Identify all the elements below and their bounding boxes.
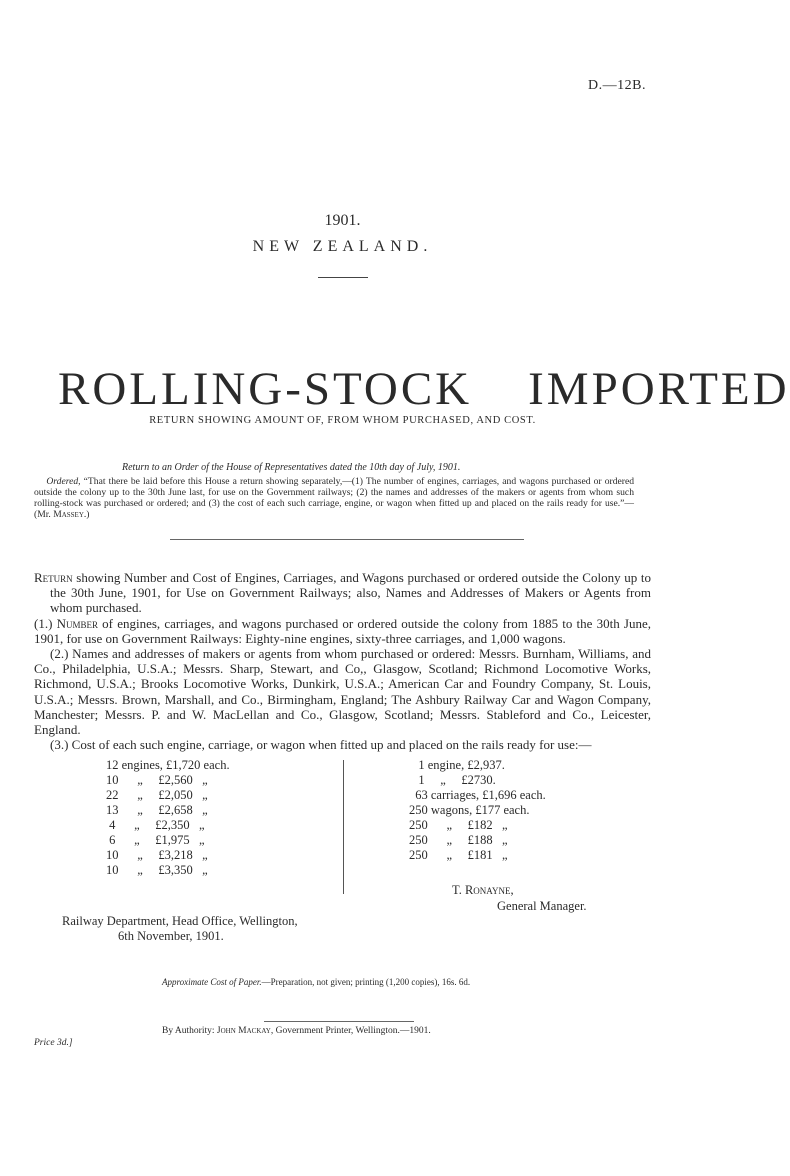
- divider: [264, 1021, 414, 1022]
- return-intro: [34, 570, 651, 616]
- title-part-2: IMPORTED: [528, 363, 790, 415]
- cost-row: 1 „ £2730.: [409, 773, 496, 787]
- cost-row: 63 carriages, £1,696 each.: [409, 788, 546, 802]
- column-divider: [343, 760, 344, 894]
- paragraph-1: (1.) Number of engines, carriages, and wagons purchased or ordered outside the colony from 1885 to the 30th June, 1901, for use on Government Railways: Eighty-nine engines, sixty-three carriages, and 1,000 wagons.: [34, 615, 651, 646]
- cost-row: 6 „ £1,975 „: [106, 833, 205, 847]
- order-heading: Return to an Order of the House of Representatives dated the 10th day of July, 1901.: [122, 462, 461, 473]
- paragraph-2: (2.) Names and addresses of makers or agents from whom purchased or ordered: Messrs. Burnham, Williams, and Co., Philadelphia, U.S.A.; Messrs. Sharp, Stewart, and Co,, Glasgow, Scotland; Richmond Locomotive Works, Richmond, U.S.A.; Brooks Locomotive Works, Dunkirk, U.S.A.; American Car and Foundry Company, St. Louis, U.S.A.; Messrs. Brown, Marshall, and Co., Birmingham, England; The Ashbury Railway Car and Wagon Company, Manchester; Messrs. P. and W. MacLellan and Co., Glasgow, Scotland; Messrs. Stableford and Co., Leicester, England.: [34, 646, 651, 738]
- cost-row: 250 „ £182 „: [409, 818, 508, 832]
- printer-imprint: By Authority: John Mackay, Government Printer, Wellington.—1901.: [162, 1026, 431, 1036]
- paper-cost-note: Approximate Cost of Paper.—Preparation, not given; printing (1,200 copies), 16s. 6d.: [162, 977, 471, 987]
- cost-row: 10 „ £3,218 „: [106, 848, 208, 862]
- cost-row: 22 „ £2,050 „: [106, 788, 208, 802]
- divider: [170, 539, 524, 540]
- document-reference: D.—12B.: [588, 78, 646, 93]
- order-text: [34, 476, 634, 520]
- cost-row: 4 „ £2,350 „: [106, 818, 205, 832]
- department-line: Railway Department, Head Office, Wellington,: [62, 914, 298, 928]
- costs-left-column: [106, 758, 230, 878]
- page-title: [58, 363, 790, 415]
- return-text: showing Number and Cost of Engines, Carriages, and Wagons purchased or ordered outside the Colony up to the 30th June, 1901, for Use on Government Railways; also, Names and Addresses of Makers or Agents from whom purchased.: [50, 570, 651, 616]
- signer-name: T. Ronayne,: [452, 883, 514, 897]
- page-subtitle: RETURN SHOWING AMOUNT OF, FROM WHOM PURCHASED, AND COST.: [149, 415, 536, 426]
- order-close: .): [83, 509, 90, 520]
- cost-row: 250 wagons, £177 each.: [409, 803, 530, 817]
- cost-row: 1 engine, £2,937.: [409, 758, 505, 772]
- signer-title: General Manager.: [497, 899, 587, 913]
- price: Price 3d.]: [34, 1038, 73, 1048]
- cost-row: 13 „ £2,658 „: [106, 803, 208, 817]
- cost-row: 10 „ £3,350 „: [106, 863, 208, 877]
- cost-row: 250 „ £188 „: [409, 833, 508, 847]
- order-quote: “That there be laid before this House a return showing separately,—(1) The number of engines, carriages, and wagons purchased or ordered outside the colony up to the 30th June last, for use on the Government railways; (2) the names and addresses of the makers or agents from whom such rolling-stock was purchased or ordered; and (3) the cost of each such carriage, engine, or wagon when fitted up and placed on the rails ready for use.”—(Mr.: [34, 476, 634, 520]
- cost-row: 10 „ £2,560 „: [106, 773, 208, 787]
- return-word: Return: [34, 570, 73, 585]
- year: 1901.: [324, 212, 361, 229]
- order-mover: Massey: [53, 509, 84, 520]
- department-date: 6th November, 1901.: [118, 929, 224, 943]
- cost-row: 12 engines, £1,720 each.: [106, 758, 230, 772]
- title-part-1: ROLLING-STOCK: [58, 363, 473, 415]
- order-ordered: Ordered,: [46, 476, 81, 487]
- divider: [318, 277, 368, 278]
- return-body: [34, 570, 651, 752]
- cost-row: 250 „ £181 „: [409, 848, 508, 862]
- country: NEW ZEALAND.: [252, 238, 433, 255]
- department-address: [62, 914, 298, 944]
- costs-right-column: [409, 758, 546, 863]
- paragraph-3: (3.) Cost of each such engine, carriage, or wagon when fitted up and placed on the rails ready for use:—: [50, 737, 592, 753]
